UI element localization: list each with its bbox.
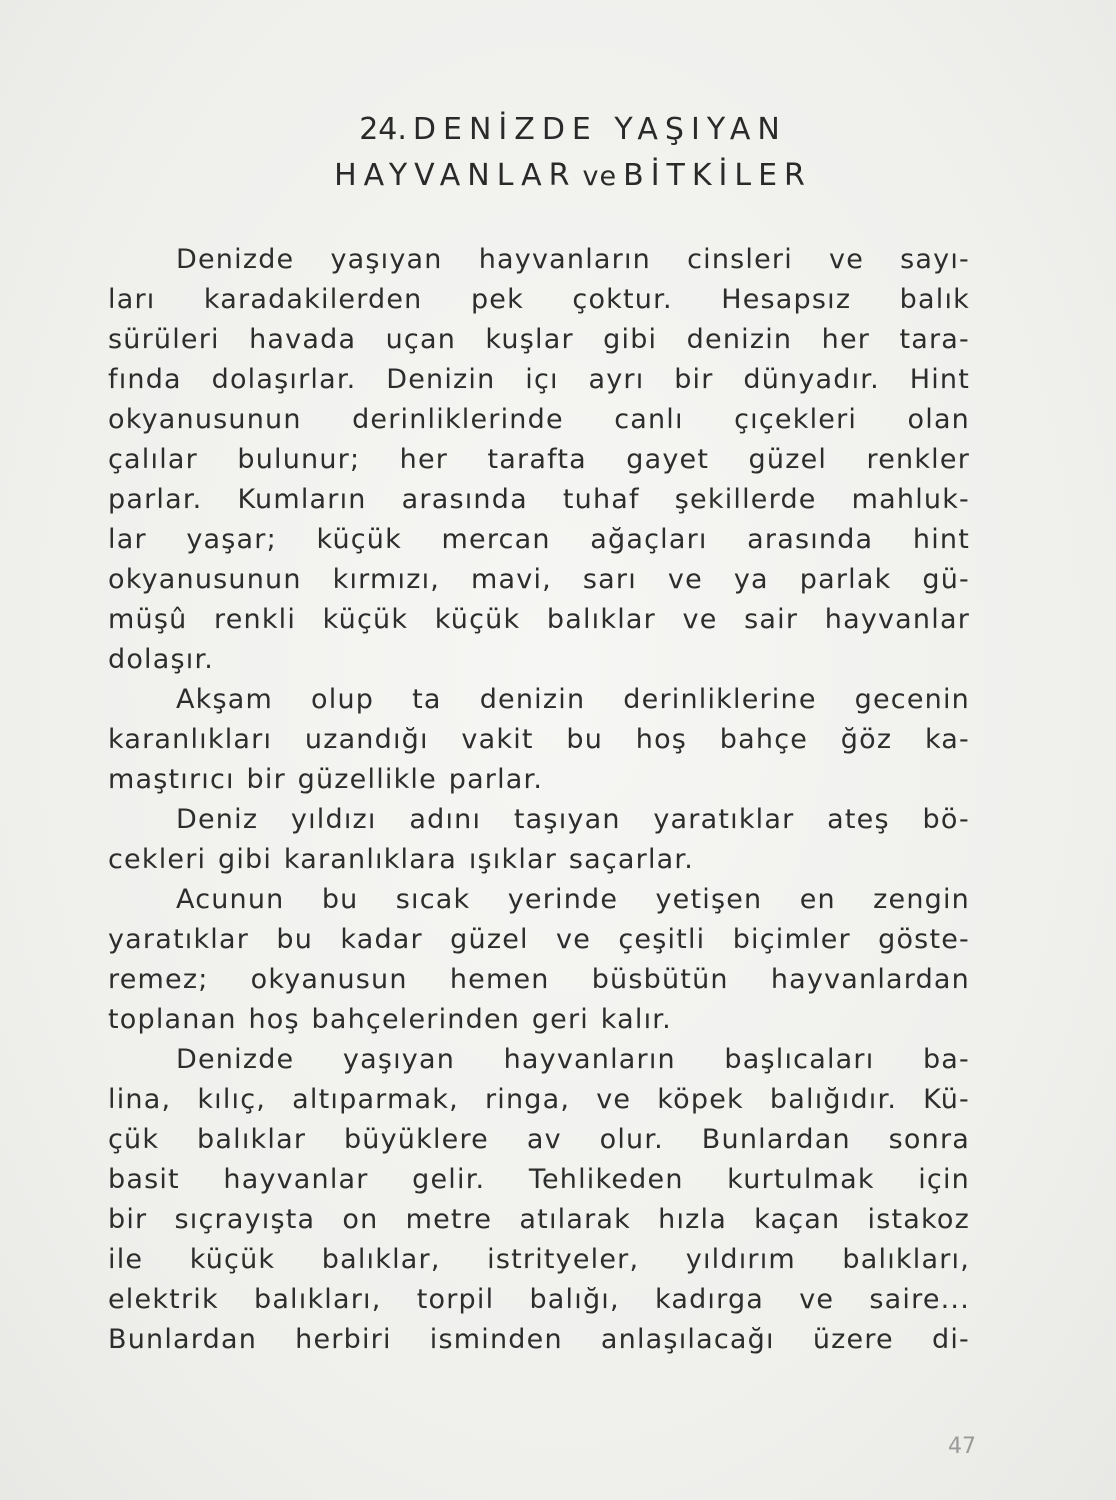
text-line: lina, kılıç, altıparmak, ringa, ve köpek balığıdır. Kü-	[108, 1084, 970, 1115]
text-line: Bunlardan herbiri isminden anlaşılacağı üzere di-	[108, 1324, 970, 1355]
text-line: çük balıklar büyüklere av olur. Bunlardan sonra	[108, 1124, 970, 1155]
text-line: okyanusunun derinliklerinde canlı çıçekleri olan	[108, 404, 970, 435]
text-line: ları karadakilerden pek çoktur. Hesapsız balık	[108, 284, 970, 315]
text-line: fında dolaşırlar. Denizin içı ayrı bir dünyadır. Hint	[108, 364, 970, 395]
text-line: sürüleri havada uçan kuşlar gibi denizin her tara-	[108, 324, 970, 355]
text-line: cekleri gibi karanlıklara ışıklar saçarlar.	[108, 844, 695, 875]
text-line: Akşam olup ta denizin derinliklerine gecenin	[176, 684, 970, 715]
text-line: dolaşır.	[108, 644, 215, 675]
text-line: karanlıkları uzandığı vakit bu hoş bahçe ğöz ka-	[108, 724, 970, 755]
chapter-title-line-2	[0, 158, 1116, 193]
text-line: remez; okyanusun hemen büsbütün hayvanlardan	[108, 964, 970, 995]
chapter-title-text-2a: HAYVANLAR	[334, 158, 577, 193]
text-line: çalılar bulunur; her tarafta gayet güzel renkler	[108, 444, 970, 475]
text-line: yaratıklar bu kadar güzel ve çeşitli biçimler göste-	[108, 924, 970, 955]
chapter-title-text-1: DENİZDE YAŞIYAN	[412, 112, 787, 147]
chapter-number: 24.	[359, 112, 407, 147]
text-line: Deniz yıldızı adını taşıyan yaratıklar ateş bö-	[176, 804, 970, 835]
page-number: 47	[948, 1434, 976, 1459]
text-line: maştırıcı bir güzellikle parlar.	[108, 764, 544, 795]
body-text	[108, 240, 970, 1360]
text-line: basit hayvanlar gelir. Tehlikeden kurtulmak için	[108, 1164, 970, 1195]
chapter-title-line-1	[0, 112, 1116, 147]
text-line: parlar. Kumların arasında tuhaf şekillerde mahluk-	[108, 484, 970, 515]
text-line: Denizde yaşıyan hayvanların başlıcaları ba-	[176, 1044, 970, 1075]
text-line: müşû renkli küçük küçük balıklar ve sair hayvanlar	[108, 604, 970, 635]
text-line: okyanusunun kırmızı, mavi, sarı ve ya parlak gü-	[108, 564, 970, 595]
text-line: bir sıçrayışta on metre atılarak hızla kaçan istakoz	[108, 1204, 970, 1235]
chapter-title-text-2b: BİTKİLER	[623, 158, 812, 193]
text-line: toplanan hoş bahçelerinden geri kalır.	[108, 1004, 672, 1035]
text-line: elektrik balıkları, torpil balığı, kadırga ve saire...	[108, 1284, 970, 1315]
text-line: lar yaşar; küçük mercan ağaçları arasında hint	[108, 524, 970, 555]
text-line: ile küçük balıklar, istrityeler, yıldırım balıkları,	[108, 1244, 970, 1275]
chapter-title-conjunction: ve	[582, 161, 618, 192]
text-line: Denizde yaşıyan hayvanların cinsleri ve sayı-	[176, 244, 970, 275]
text-line: Acunun bu sıcak yerinde yetişen en zengin	[176, 884, 970, 915]
